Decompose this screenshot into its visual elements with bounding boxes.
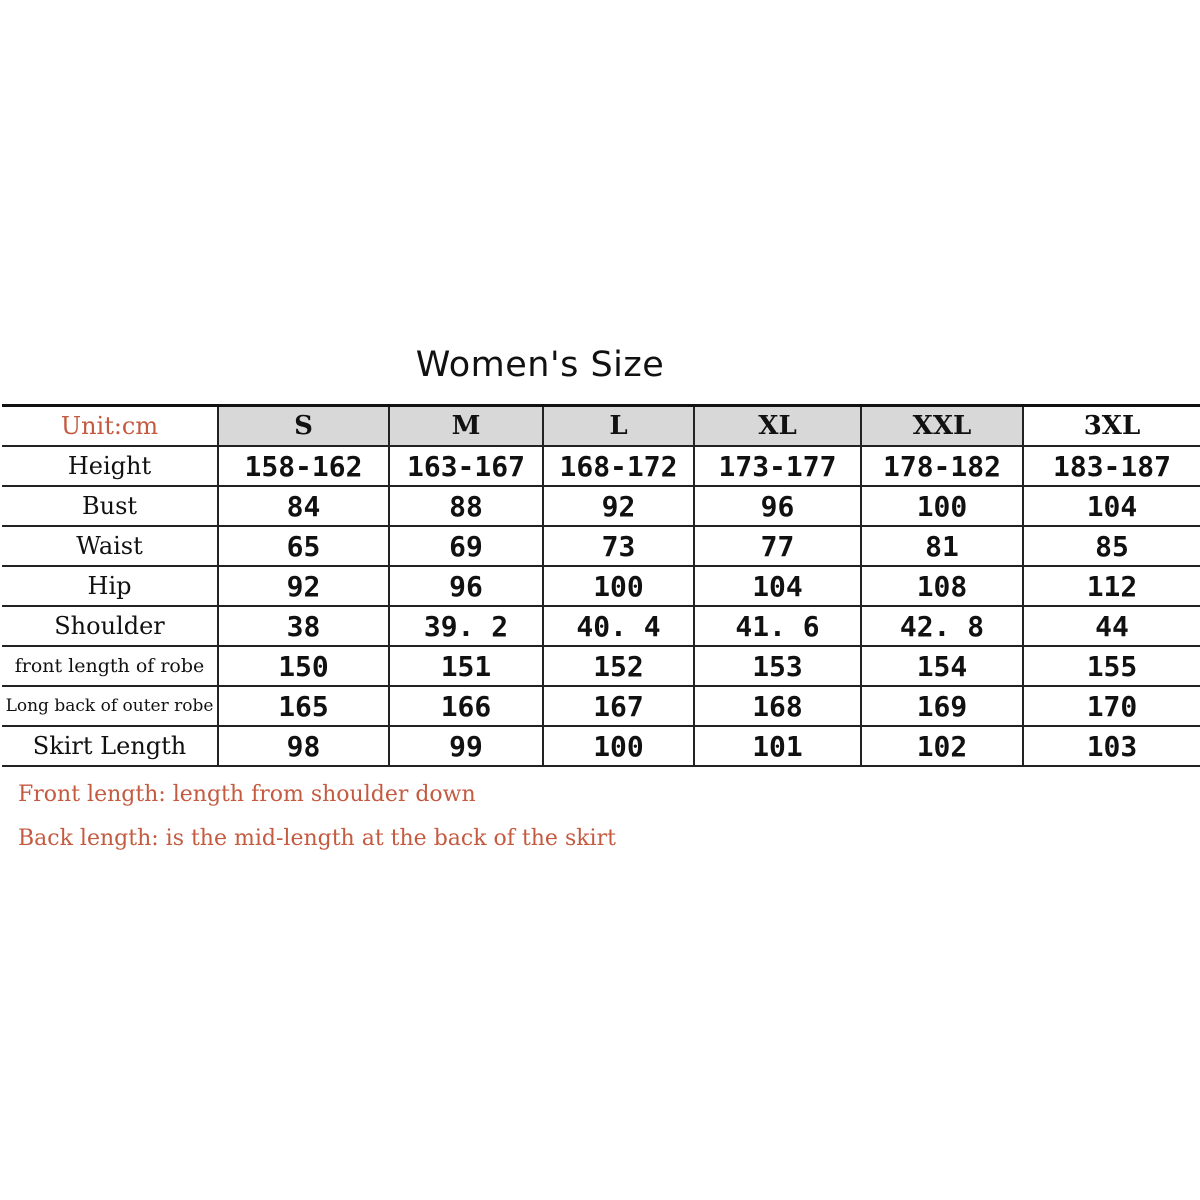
- table-cell: 39. 2: [389, 606, 543, 646]
- table-cell: 92: [218, 566, 389, 606]
- table-cell: 152: [543, 646, 694, 686]
- row-label-back-length: Long back of outer robe: [2, 686, 218, 726]
- table-cell: 100: [861, 486, 1023, 526]
- size-header-xxl: XXL: [861, 406, 1023, 447]
- row-label-hip: Hip: [2, 566, 218, 606]
- row-label-bust: Bust: [2, 486, 218, 526]
- table-row: [2, 566, 1200, 606]
- table-cell: 183-187: [1023, 446, 1200, 486]
- table-cell: 151: [389, 646, 543, 686]
- table-cell: 104: [694, 566, 861, 606]
- table-cell: 96: [694, 486, 861, 526]
- table-cell: 101: [694, 726, 861, 766]
- table-cell: 92: [543, 486, 694, 526]
- row-label-height: Height: [2, 446, 218, 486]
- row-label-skirt-length: Skirt Length: [2, 726, 218, 766]
- table-row: [2, 646, 1200, 686]
- table-cell: 100: [543, 726, 694, 766]
- table-cell: 153: [694, 646, 861, 686]
- table-row: [2, 606, 1200, 646]
- table-cell: 155: [1023, 646, 1200, 686]
- table-cell: 73: [543, 526, 694, 566]
- table-cell: 85: [1023, 526, 1200, 566]
- table-row: [2, 686, 1200, 726]
- table-cell: 99: [389, 726, 543, 766]
- size-table: [2, 404, 1200, 767]
- table-cell: 42. 8: [861, 606, 1023, 646]
- size-header-xl: XL: [694, 406, 861, 447]
- table-cell: 84: [218, 486, 389, 526]
- table-cell: 77: [694, 526, 861, 566]
- table-cell: 69: [389, 526, 543, 566]
- table-cell: 168-172: [543, 446, 694, 486]
- table-cell: 103: [1023, 726, 1200, 766]
- table-cell: 178-182: [861, 446, 1023, 486]
- table-cell: 170: [1023, 686, 1200, 726]
- note-front-length: Front length: length from shoulder down: [18, 782, 476, 807]
- table-cell: 81: [861, 526, 1023, 566]
- table-cell: 158-162: [218, 446, 389, 486]
- table-cell: 98: [218, 726, 389, 766]
- table-row: [2, 726, 1200, 766]
- table-cell: 154: [861, 646, 1023, 686]
- table-cell: 65: [218, 526, 389, 566]
- table-cell: 112: [1023, 566, 1200, 606]
- table-cell: 108: [861, 566, 1023, 606]
- table-cell: 88: [389, 486, 543, 526]
- table-cell: 167: [543, 686, 694, 726]
- size-header-l: L: [543, 406, 694, 447]
- table-cell: 169: [861, 686, 1023, 726]
- row-label-front-length: front length of robe: [2, 646, 218, 686]
- size-header-m: M: [389, 406, 543, 447]
- table-cell: 166: [389, 686, 543, 726]
- table-row: [2, 446, 1200, 486]
- table-row: [2, 526, 1200, 566]
- row-label-shoulder: Shoulder: [2, 606, 218, 646]
- row-label-waist: Waist: [2, 526, 218, 566]
- table-row: [2, 486, 1200, 526]
- table-cell: 173-177: [694, 446, 861, 486]
- table-cell: 40. 4: [543, 606, 694, 646]
- table-cell: 163-167: [389, 446, 543, 486]
- table-cell: 38: [218, 606, 389, 646]
- table-cell: 96: [389, 566, 543, 606]
- size-header-s: S: [218, 406, 389, 447]
- table-cell: 165: [218, 686, 389, 726]
- table-cell: 41. 6: [694, 606, 861, 646]
- table-cell: 168: [694, 686, 861, 726]
- unit-label: Unit:cm: [2, 406, 218, 447]
- table-cell: 150: [218, 646, 389, 686]
- table-cell: 44: [1023, 606, 1200, 646]
- table-cell: 100: [543, 566, 694, 606]
- size-header-3xl: 3XL: [1023, 406, 1200, 447]
- chart-title: Women's Size: [415, 345, 665, 385]
- header-row: [2, 406, 1200, 447]
- table-cell: 104: [1023, 486, 1200, 526]
- note-back-length: Back length: is the mid-length at the back of the skirt: [18, 826, 616, 851]
- table-cell: 102: [861, 726, 1023, 766]
